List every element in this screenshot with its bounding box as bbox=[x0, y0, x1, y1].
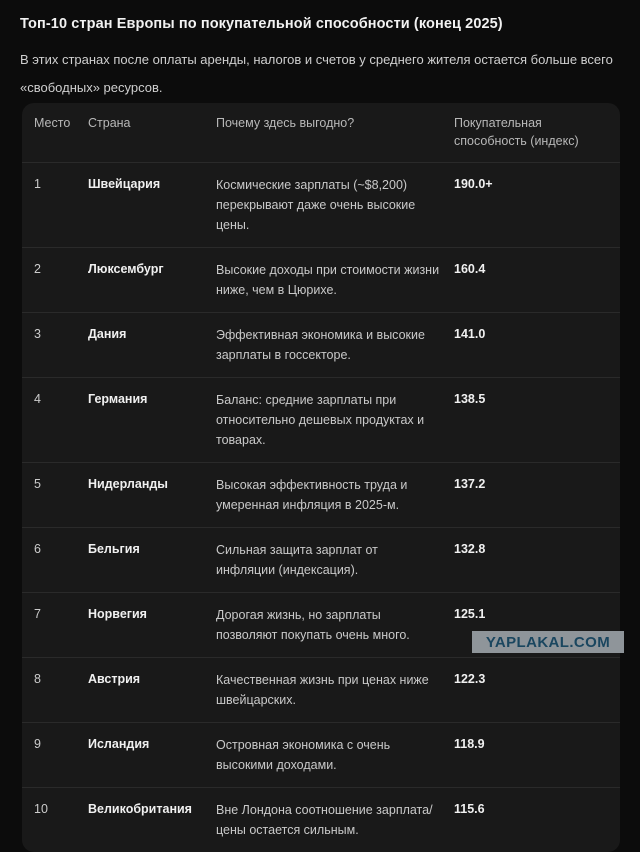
cell-index: 122.3 bbox=[454, 672, 486, 686]
column-header-reason: Почему здесь выгодно? bbox=[216, 116, 355, 130]
cell-rank: 8 bbox=[34, 672, 41, 686]
cell-reason: Дорогая жизнь, но зарплаты позволяют покупать очень много. bbox=[216, 608, 410, 642]
table-row bbox=[22, 527, 620, 592]
cell-reason: Космические зарплаты (~$8,200) перекрывают даже очень высокие цены. bbox=[216, 178, 416, 232]
cell-country: Швейцария bbox=[88, 177, 161, 191]
cell-reason: Высокие доходы при стоимости жизни ниже, чем в Цюрихе. bbox=[216, 263, 440, 297]
table-row bbox=[22, 162, 620, 247]
cell-rank: 10 bbox=[34, 802, 48, 816]
cell-index: 137.2 bbox=[454, 477, 486, 491]
cell-country: Норвегия bbox=[88, 607, 147, 621]
column-header-index: Покупательная способность (индекс) bbox=[454, 116, 579, 148]
cell-index: 125.1 bbox=[454, 607, 486, 621]
header-block bbox=[0, 0, 640, 102]
table-row bbox=[22, 462, 620, 527]
table-row bbox=[22, 247, 620, 312]
cell-index: 118.9 bbox=[454, 737, 485, 751]
site-watermark bbox=[472, 631, 624, 653]
cell-index: 138.5 bbox=[454, 392, 486, 406]
cell-index: 190.0+ bbox=[454, 177, 493, 191]
cell-reason: Качественная жизнь при ценах ниже швейцарских. bbox=[216, 673, 429, 707]
cell-reason: Сильная защита зарплат от инфляции (индексация). bbox=[216, 543, 378, 577]
cell-rank: 7 bbox=[34, 607, 41, 621]
cell-index: 132.8 bbox=[454, 542, 486, 556]
table-row bbox=[22, 787, 620, 852]
table-row bbox=[22, 657, 620, 722]
cell-reason: Вне Лондона соотношение зарплата/ цены остается сильным. bbox=[216, 803, 433, 837]
cell-rank: 1 bbox=[34, 177, 41, 191]
cell-index: 160.4 bbox=[454, 262, 486, 276]
table-row bbox=[22, 312, 620, 377]
cell-index: 115.6 bbox=[454, 802, 485, 816]
cell-country: Австрия bbox=[88, 672, 141, 686]
cell-rank: 6 bbox=[34, 542, 41, 556]
table-header-row bbox=[22, 103, 620, 162]
cell-rank: 4 bbox=[34, 392, 41, 406]
page-subtitle: В этих странах после оплаты аренды, налогов и счетов у среднего жителя остается больше всего «свободных» ресурсов. bbox=[20, 52, 613, 95]
cell-rank: 5 bbox=[34, 477, 41, 491]
cell-country: Люксембург bbox=[88, 262, 164, 276]
column-header-rank: Место bbox=[34, 116, 71, 130]
cell-rank: 3 bbox=[34, 327, 41, 341]
cell-reason: Островная экономика с очень высокими доходами. bbox=[216, 738, 391, 772]
table-row bbox=[22, 722, 620, 787]
cell-country: Исландия bbox=[88, 737, 150, 751]
ranking-table bbox=[22, 103, 620, 852]
cell-index: 141.0 bbox=[454, 327, 486, 341]
cell-reason: Высокая эффективность труда и умеренная инфляция в 2025-м. bbox=[216, 478, 408, 512]
cell-country: Дания bbox=[88, 327, 127, 341]
cell-reason: Эффективная экономика и высокие зарплаты в госсекторе. bbox=[216, 328, 425, 362]
cell-reason: Баланс: средние зарплаты при относительно дешевых продуктах и товарах. bbox=[216, 393, 425, 447]
column-header-country: Страна bbox=[88, 116, 131, 130]
table-row bbox=[22, 377, 620, 462]
cell-rank: 2 bbox=[34, 262, 41, 276]
cell-country: Великобритания bbox=[88, 802, 192, 816]
watermark-label: YAPLAKAL.COM bbox=[485, 633, 611, 651]
cell-country: Германия bbox=[88, 392, 148, 406]
cell-country: Нидерланды bbox=[88, 477, 168, 491]
page-title: Топ-10 стран Европы по покупательной способности (конец 2025) bbox=[20, 16, 503, 32]
cell-country: Бельгия bbox=[88, 542, 140, 556]
cell-rank: 9 bbox=[34, 737, 41, 751]
